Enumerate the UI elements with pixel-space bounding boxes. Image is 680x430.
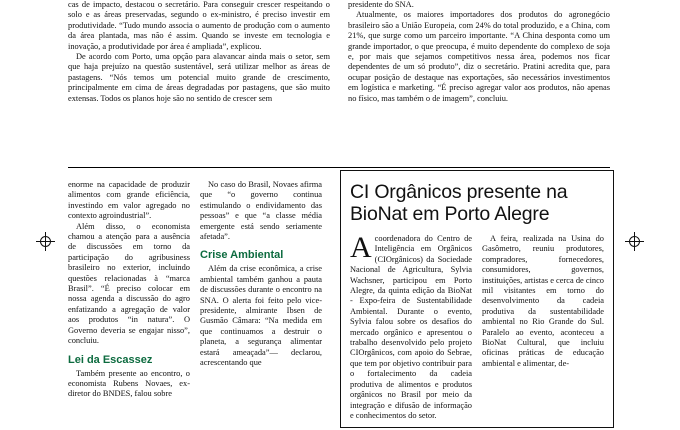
article-column-2: [482, 234, 604, 421]
article-columns: [350, 231, 604, 421]
paragraph: Atualmente, os maiores importadores dos produtos do agronegócio brasileiro são a União Europeia, com 24% do total produzido, e a China, com 21%, que surge como um parceiro importante. “A China desponta como um grande importador, o que preocupa, é muito dependente do complexo de soja e, por mais que sejamos competitivos nessa área, podemos nos ficar dependentes de um só produto”, diz o secretário. Pratini acredita que, para ocupar posição de destaque nas exportações, são necessários investimentos em logística e marketing. “É preciso agregar valor aos produtos, não apenas no físico, mas também o de imagem”, concluiu.: [348, 10, 610, 103]
paragraph: No caso do Brasil, Novaes afirma que “o governo continua estimulando o endividamento das pessoas” e que “a classe média emergente está sendo seriamente afetada”.: [200, 180, 322, 242]
column-bottom-left-2: [200, 180, 322, 369]
drop-cap: A: [350, 231, 372, 264]
paragraph: cas de impacto, destacou o secretário. Para conseguir crescer respeitando o solo e as áreas preservadas, segundo o ex-ministro, é preciso investir em produtividade. “Tudo mundo associa o aumento de produção com o aumento da área plantada, mas não é assim. Quando se investe em tecnologia e inovação, a produtividade por área é ampliada”, explicou.: [68, 0, 330, 51]
paragraph: Também presente ao encontro, o economista Rubens Novaes, ex-diretor do BNDES, falou sobre: [68, 368, 190, 399]
section-heading-lei-da-escassez: Lei da Escassez: [68, 353, 153, 366]
paragraph: coordenadora do Centro de Inteligência em Orgânicos (CIOrgânicos) da Sociedade Nacional de Agricultura, Sylvia Wachsner, participou em Porto Alegre, da quinta edição da BioNat - Expo-feira de Sustentabilidade Ambiental. Durante o evento, Sylvia falou sobre os desafios do mercado orgânico e apresentou o trabalho desenvolvido pelo projeto CIOrgânicos, com apoio do Sebrae, que tem por objetivo contribuir para o fortalecimento da cadeia produtiva de alimentos e produtos orgânicos no Brasil por meio da integração e difusão de informação e conhecimentos do setor.: [350, 234, 472, 420]
section-heading-crise-ambiental: Crise Ambiental: [200, 249, 284, 262]
article-title: CI Orgânicos presente na BioNat em Porto Alegre: [350, 181, 568, 225]
paragraph: A feira, realizada na Usina do Gasômetro, reuniu produtores, compradores, fornecedores, consumidores, governos, instituições, artistas e cerca de cinco mil visitantes em torno do desenvolvimento da cadeia produtiva da sustentabilidade ambiental no Rio Grande do Sul. Paralelo ao evento, aconteceu a BioNat Cultural, que incluiu oficinas práticas de educação ambiental e alimentar, de-: [482, 234, 604, 368]
column-top-left: [68, 0, 330, 104]
registration-mark-left-icon: [36, 232, 55, 251]
article-box: [340, 170, 614, 428]
paragraph: Além da crise econômica, a crise ambiental também ganhou a pauta de discussões durante o encontro na SNA. O alerta foi feito pelo vice-presidente, almirante Ibsen de Gusmão Câmara: “Na medida em que continuamos a destruir o planeta, a segurança alimentar estará ameaçada”— declarou, acrescentando que: [200, 264, 322, 368]
paragraph: enorme na capacidade de produzir alimentos com grande eficiência, investindo em valor agregado no contexto agroindustrial”.: [68, 180, 190, 221]
article-column-1: [350, 231, 472, 421]
paragraph: Além disso, o economista chamou a atenção para a ausência de discussões em torno da participação do agribusiness brasileiro no exterior, incluindo questões relacionadas à “marca Brasil”. “É preciso colocar em nossa agenda a discussão do agro enfatizando a agregação de valor aos produtos “in natura”. O Governo deveria se engajar nisso”, concluiu.: [68, 221, 190, 346]
paragraph: De acordo com Porto, uma opção para alavancar ainda mais o setor, sem que haja prejuízo na questão sustentável, será utilizar melhor as áreas de pastagens. “Nós temos um potencial muito grande de crescimento, principalmente em cima de áreas degradadas por pastagens, que são muito extensas. Todos os planos hoje são no sentido de crescer sem: [68, 52, 330, 103]
column-top-right: [348, 0, 610, 104]
section-divider: [68, 167, 610, 168]
top-section: [0, 0, 680, 152]
paragraph: presidente do SNA.: [348, 0, 414, 9]
column-bottom-left-1: [68, 180, 190, 400]
registration-mark-right-icon: [625, 232, 644, 251]
